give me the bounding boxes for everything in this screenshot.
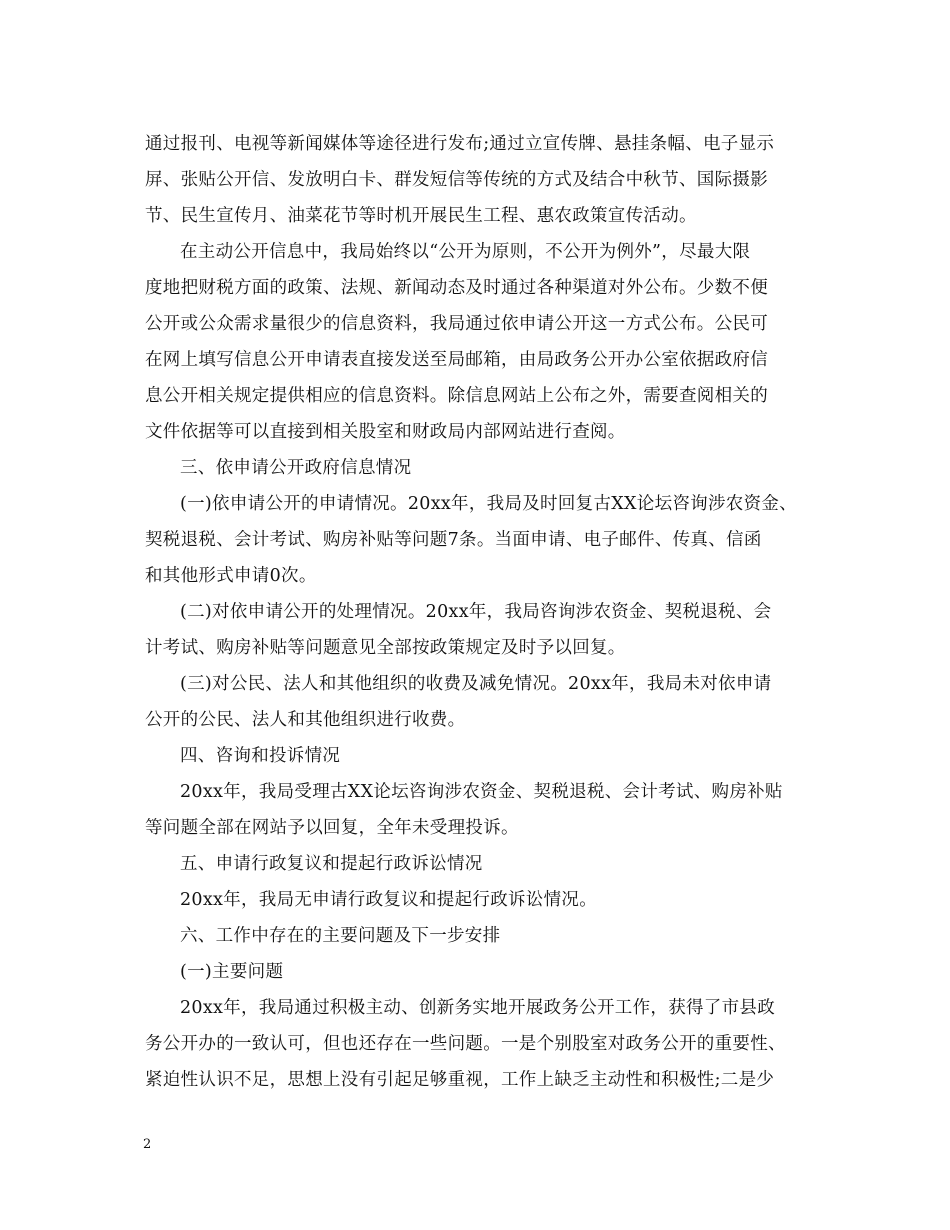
- text-line: 公开或公众需求量很少的信息资料，我局通过依申请公开这一方式公布。公民可: [145, 314, 768, 334]
- text-line: 契税退税、会计考试、购房补贴等问题7条。当面申请、电子邮件、传真、信函: [145, 530, 762, 550]
- text-line: 屏、张贴公开信、发放明白卡、群发短信等传统的方式及结合中秋节、国际摄影: [145, 170, 768, 190]
- text-line: 务公开办的一致认可，但也还存在一些问题。一是个别股室对政务公开的重要性、: [145, 1034, 786, 1054]
- text-line: 通过报刊、电视等新闻媒体等途径进行发布;通过立宣传牌、悬挂条幅、电子显示: [145, 134, 775, 154]
- paragraph-start-line: 20xx年，我局通过积极主动、创新务实地开展政务公开工作，获得了市县政: [180, 998, 776, 1018]
- paragraph-start-line: (三)对公民、法人和其他组织的收费及减免情况。20xx年，我局未对依申请: [180, 674, 772, 694]
- paragraph-start-line: 20xx年，我局无申请行政复议和提起行政诉讼情况。: [180, 890, 598, 910]
- paragraph-start-line: 20xx年，我局受理古XX论坛咨询涉农资金、契税退税、会计考试、购房补贴: [180, 782, 783, 802]
- section-heading: 六、工作中存在的主要问题及下一步安排: [180, 926, 501, 946]
- section-heading: 四、咨询和投诉情况: [180, 746, 341, 766]
- text-line: 在网上填写信息公开申请表直接发送至局邮箱，由局政务公开办公室依据政府信: [145, 350, 768, 370]
- paragraph-start-line: (二)对依申请公开的处理情况。20xx年，我局咨询涉农资金、契税退税、会: [180, 602, 772, 622]
- paragraph-start-line: (一)依申请公开的申请情况。20xx年，我局及时回复古XX论坛咨询涉农资金、: [180, 494, 797, 514]
- text-line: 紧迫性认识不足，思想上没有引起足够重视，工作上缺乏主动性和积极性;二是少: [145, 1070, 775, 1090]
- text-line: 息公开相关规定提供相应的信息资料。除信息网站上公布之外，需要查阅相关的: [145, 386, 768, 406]
- section-heading: 五、申请行政复议和提起行政诉讼情况: [180, 854, 483, 874]
- text-line: 文件依据等可以直接到相关股室和财政局内部网站进行查阅。: [145, 422, 626, 442]
- subsection-heading: (一)主要问题: [180, 962, 284, 982]
- paragraph-start-line: 在主动公开信息中，我局始终以“公开为原则，不公开为例外”，尽最大限: [180, 242, 751, 262]
- text-line: 节、民生宣传月、油菜花节等时机开展民生工程、惠农政策宣传活动。: [145, 206, 697, 226]
- section-heading: 三、依申请公开政府信息情况: [180, 458, 412, 478]
- text-line: 公开的公民、法人和其他组织进行收费。: [145, 710, 466, 730]
- text-line: 和其他形式申请0次。: [145, 566, 317, 586]
- text-line: 计考试、购房补贴等问题意见全部按政策规定及时予以回复。: [145, 638, 626, 658]
- text-line: 等问题全部在网站予以回复，全年未受理投诉。: [145, 818, 519, 838]
- page-number: 2: [143, 1137, 152, 1152]
- text-line: 度地把财税方面的政策、法规、新闻动态及时通过各种渠道对外公布。少数不便: [145, 278, 768, 298]
